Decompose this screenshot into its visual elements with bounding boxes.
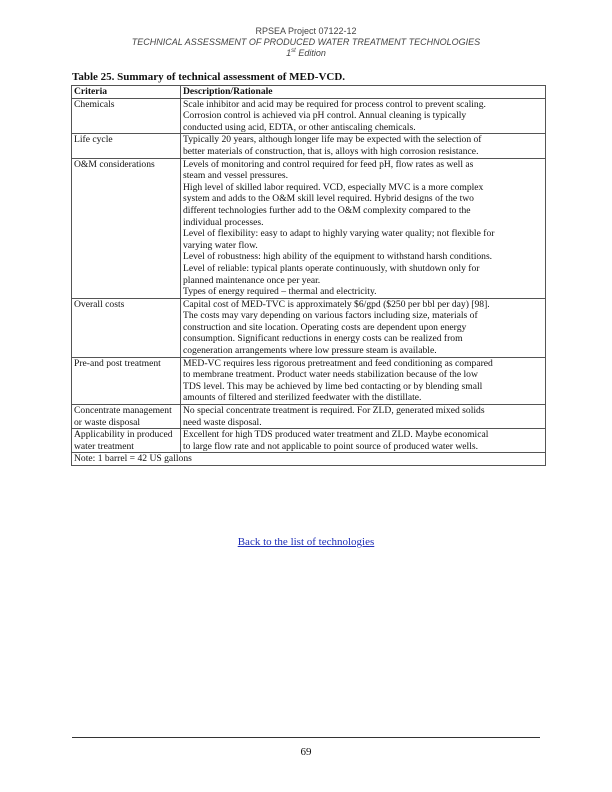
back-to-technologies-link[interactable]: Back to the list of technologies <box>237 536 375 548</box>
description-cell <box>181 158 546 298</box>
description-line: Scale inhibitor and acid may be required for process control to prevent scaling. <box>183 98 486 110</box>
table-header-row <box>72 86 546 99</box>
description-line: Level of reliable: typical plants operate continuously, with shutdown only for <box>183 262 480 274</box>
description-line: The costs may vary depending on various factors including size, materials of <box>183 310 478 322</box>
criteria-cell: Chemicals <box>72 98 181 134</box>
description-line: Level of robustness: high ability of the equipment to withstand harsh conditions. <box>183 251 493 263</box>
description-line: High level of skilled labor required. VCD, especially MVC is a more complex <box>183 181 484 193</box>
description-line: to large flow rate and not applicable to point source of produced water wells. <box>183 440 478 452</box>
table-caption: Table 25. Summary of technical assessment of MED-VCD. <box>72 71 346 83</box>
description-line: Level of flexibility: easy to adapt to highly varying water quality; not flexible for <box>183 228 495 240</box>
description-line: better materials of construction, that is, alloys with high corrosion resistance. <box>183 145 479 157</box>
table-body <box>72 98 546 465</box>
description-cell <box>181 357 546 404</box>
edition-number: 1 <box>286 48 292 58</box>
criteria-cell: Overall costs <box>72 298 181 357</box>
edition-word: Edition <box>295 48 326 58</box>
description-line: individual processes. <box>183 216 264 228</box>
header-description: Description/Rationale <box>181 86 546 99</box>
description-cell <box>181 134 546 158</box>
criteria-cell: Concentrate management or waste disposal <box>72 405 181 429</box>
description-line: Excellent for high TDS produced water treatment and ZLD. Maybe economical <box>183 429 489 441</box>
header-title: TECHNICAL ASSESSMENT OF PRODUCED WATER TREATMENT TECHNOLOGIES <box>131 37 481 47</box>
table-row <box>72 134 546 158</box>
criteria-cell: O&M considerations <box>72 158 181 298</box>
criteria-cell: Applicability in produced water treatment <box>72 429 181 453</box>
table-note: Note: 1 barrel = 42 US gallons <box>72 453 546 466</box>
table-row <box>72 429 546 453</box>
table-row <box>72 405 546 429</box>
description-line: conducted using acid, EDTA, or other antiscaling chemicals. <box>183 121 416 133</box>
description-line: No special concentrate treatment is required. For ZLD, generated mixed solids <box>183 405 485 417</box>
description-line: consumption. Significant reductions in energy costs can be realized from <box>183 333 463 345</box>
page-number: 69 <box>300 746 312 758</box>
description-line: Capital cost of MED-TVC is approximately $6/gpd ($250 per bbl per day) [98]. <box>183 298 490 310</box>
footer-rule <box>72 737 540 738</box>
header-edition <box>0 48 612 58</box>
header-project: RPSEA Project 07122-12 <box>255 26 357 36</box>
description-line: varying water flow. <box>183 239 258 251</box>
description-line: MED-VC requires less rigorous pretreatment and feed conditioning as compared <box>183 357 493 369</box>
description-line: cogeneration arrangements where low pressure steam is available. <box>183 345 437 357</box>
description-line: to membrane treatment. Product water needs stabilization because of the low <box>183 369 478 381</box>
description-line: amounts of filtered and sterilized feedwater with the distillate. <box>183 392 422 404</box>
description-line: Types of energy required – thermal and electricity. <box>183 286 377 298</box>
description-cell <box>181 405 546 429</box>
criteria-cell: Pre-and post treatment <box>72 357 181 404</box>
description-cell <box>181 429 546 453</box>
table-note-row <box>72 453 546 466</box>
description-line: Typically 20 years, although longer life may be expected with the selection of <box>183 134 482 146</box>
assessment-table <box>71 85 546 466</box>
description-line: different technologies further add to the O&M complexity compared to the <box>183 204 471 216</box>
description-line: need waste disposal. <box>183 416 262 428</box>
description-line: planned maintenance once per year. <box>183 274 321 286</box>
criteria-cell: Life cycle <box>72 134 181 158</box>
edition-superscript: st <box>291 48 296 54</box>
description-line: construction and site location. Operating costs are dependent upon energy <box>183 321 467 333</box>
table-row <box>72 357 546 404</box>
description-cell <box>181 98 546 134</box>
table-row <box>72 98 546 134</box>
description-line: Corrosion control is achieved via pH control. Annual cleaning is typically <box>183 110 467 122</box>
header-criteria: Criteria <box>72 86 181 99</box>
description-line: TDS level. This may be achieved by lime bed contacting or by blending small <box>183 380 483 392</box>
table-row <box>72 158 546 298</box>
description-line: steam and vessel pressures. <box>183 170 288 182</box>
table-row <box>72 298 546 357</box>
description-line: system and adds to the O&M skill level required. Hybrid designs of the two <box>183 193 474 205</box>
description-line: Levels of monitoring and control required for feed pH, flow rates as well as <box>183 158 474 170</box>
description-cell <box>181 298 546 357</box>
